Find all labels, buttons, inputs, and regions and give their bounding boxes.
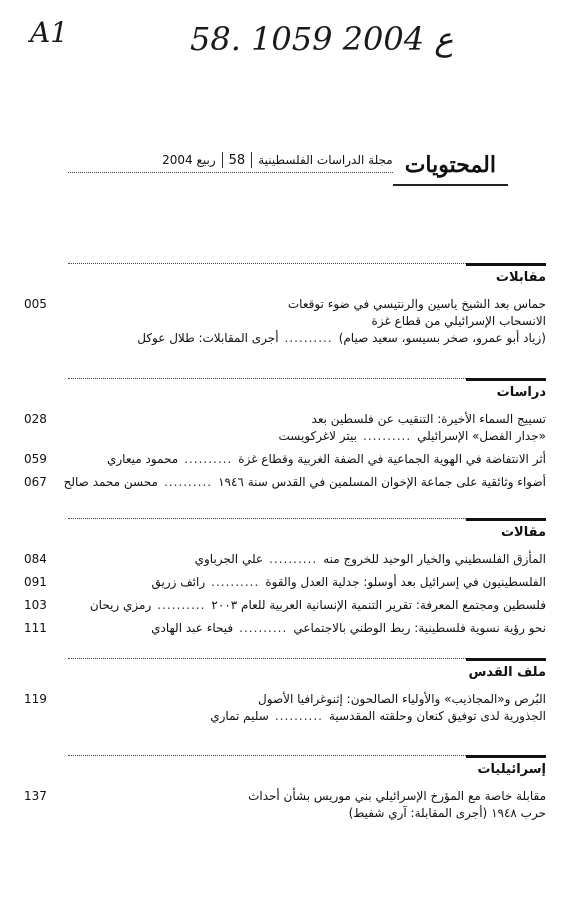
contents-header: [68, 148, 508, 190]
leader-dots: ..........: [163, 475, 213, 489]
page-number: 028: [24, 412, 47, 426]
toc-section: [24, 263, 546, 347]
toc-entry[interactable]: [24, 597, 546, 614]
toc-section: [24, 755, 546, 822]
issue-number: 58: [228, 152, 246, 168]
section-rule: [466, 518, 546, 521]
page-number: 111: [24, 621, 47, 635]
leader-dots: ..........: [184, 452, 233, 466]
entry-title-line: حماس بعد الشيخ ياسين والرنتيسي في ضوء توقعات: [287, 297, 546, 311]
entry-detail: «جدار الفصل» الإسرائيلي: [417, 429, 546, 443]
section-header: [68, 378, 546, 405]
entry-title-line: تسييج السماء الأخيرة: التنقيب عن فلسطين بعد: [311, 412, 546, 426]
entry-detail: (زياد أبو عمرو، صخر بسيسو، سعيد صيام): [338, 331, 546, 345]
entry-detail-row: [68, 620, 546, 637]
entry-detail-row: [68, 805, 546, 822]
section-header: [68, 658, 546, 685]
entry-detail-row: [68, 597, 546, 614]
entry-detail-row: [68, 708, 546, 725]
entry-author: أجرى المقابلات: طلال عوكل: [137, 331, 279, 345]
entry-author: سليم تماري: [210, 709, 269, 723]
section-rule: [466, 658, 546, 661]
section-header: [68, 518, 546, 545]
section-title: دراسات: [496, 385, 546, 400]
leader-dots: ..........: [211, 575, 260, 589]
entry-detail: فلسطين ومجتمع المعرفة: تقرير التنمية الإنسانية العربية للعام ٢٠٠٣: [211, 598, 546, 612]
page-number: 103: [24, 598, 47, 612]
leader-dots: ..........: [363, 429, 412, 443]
journal-name: مجلة الدراسات الفلسطينية: [258, 153, 393, 167]
entry-detail-row: [68, 574, 546, 591]
leader-dots: ..........: [157, 598, 206, 612]
issue-season: ربيع 2004: [162, 153, 216, 167]
section-rule: [466, 755, 546, 758]
entry-detail-row: [63, 474, 546, 491]
entry-detail: حرب ١٩٤٨ (أجرى المقابلة: آري شفيط): [348, 806, 546, 820]
page-number: 119: [24, 692, 47, 706]
entry-author: محسن محمد صالح: [63, 475, 158, 489]
toc-entry[interactable]: [24, 551, 546, 568]
page-number: 059: [24, 452, 47, 466]
page-number: 091: [24, 575, 47, 589]
entry-title-line: الانسحاب الإسرائيلي من قطاع غزة: [371, 314, 546, 328]
divider: [251, 152, 252, 168]
entry-author: رمزي ريحان: [89, 598, 152, 612]
entry-author: بيتر لاغركويست: [278, 429, 357, 443]
page-number: 137: [24, 789, 47, 803]
page-number: 067: [24, 475, 47, 489]
entry-title-line: البُرص و«المجاذيب» والأولياء الصالحون: إثنوغرافيا الأصول: [258, 692, 546, 706]
journal-meta: [68, 152, 393, 173]
toc-section: [24, 378, 546, 491]
entry-detail: أضواء وثائقية على جماعة الإخوان المسلمين في القدس سنة ١٩٤٦: [218, 475, 546, 489]
toc-entry[interactable]: [24, 451, 546, 468]
page-number: 005: [24, 297, 47, 311]
section-title: مقابلات: [495, 270, 546, 285]
entry-author: علي الجرباوي: [194, 552, 264, 566]
leader-dots: ..........: [284, 331, 333, 345]
entry-author: فيحاء عبد الهادي: [151, 621, 234, 635]
entry-detail: أثر الانتفاضة في الهوية الجماعية في الضفة الغربية وقطاع غزة: [238, 452, 546, 466]
toc-entry[interactable]: [24, 788, 546, 822]
toc-entry[interactable]: [24, 620, 546, 637]
section-title: إسرائيليات: [477, 762, 546, 777]
entry-detail-row: [68, 451, 546, 468]
entry-detail: المأزق الفلسطيني والخيار الوحيد للخروج منه: [323, 552, 546, 566]
entry-detail-row: [68, 428, 546, 445]
toc-entry[interactable]: [24, 474, 546, 491]
toc-section: [24, 518, 546, 637]
section-header: [68, 263, 546, 290]
section-title: ملف القدس: [468, 665, 546, 680]
entry-detail: الفلسطينيون في إسرائيل بعد أوسلو: جدلية العدل والقوة: [265, 575, 546, 589]
toc-section: [24, 658, 546, 725]
entry-detail: نحو رؤية نسوية فلسطينية: ربط الوطني بالاجتماعي: [293, 621, 546, 635]
page-number: 084: [24, 552, 47, 566]
leader-dots: ..........: [269, 552, 318, 566]
leader-dots: ..........: [239, 621, 288, 635]
handwritten-reference: 58. ع 2004 1059: [190, 20, 454, 58]
toc-entry[interactable]: [24, 691, 546, 725]
section-title: مقالات: [500, 525, 546, 540]
toc-entry[interactable]: [24, 296, 546, 347]
section-rule: [466, 263, 546, 266]
section-header: [68, 755, 546, 782]
page-title: المحتويات: [393, 148, 508, 186]
toc-entry[interactable]: [24, 574, 546, 591]
entry-title-line: مقابلة خاصة مع المؤرخ الإسرائيلي بني موريس بشأن أحداث: [248, 789, 546, 803]
entry-detail-row: [68, 551, 546, 568]
section-rule: [466, 378, 546, 381]
divider: [222, 152, 223, 168]
toc-entry[interactable]: [24, 411, 546, 445]
handwritten-code: A1: [30, 16, 69, 49]
entry-detail: الجذورية لدى توفيق كنعان وحلقته المقدسية: [328, 709, 546, 723]
entry-author: محمود ميعاري: [106, 452, 179, 466]
leader-dots: ..........: [274, 709, 323, 723]
entry-detail-row: [68, 330, 546, 347]
entry-author: رائف زريق: [151, 575, 206, 589]
